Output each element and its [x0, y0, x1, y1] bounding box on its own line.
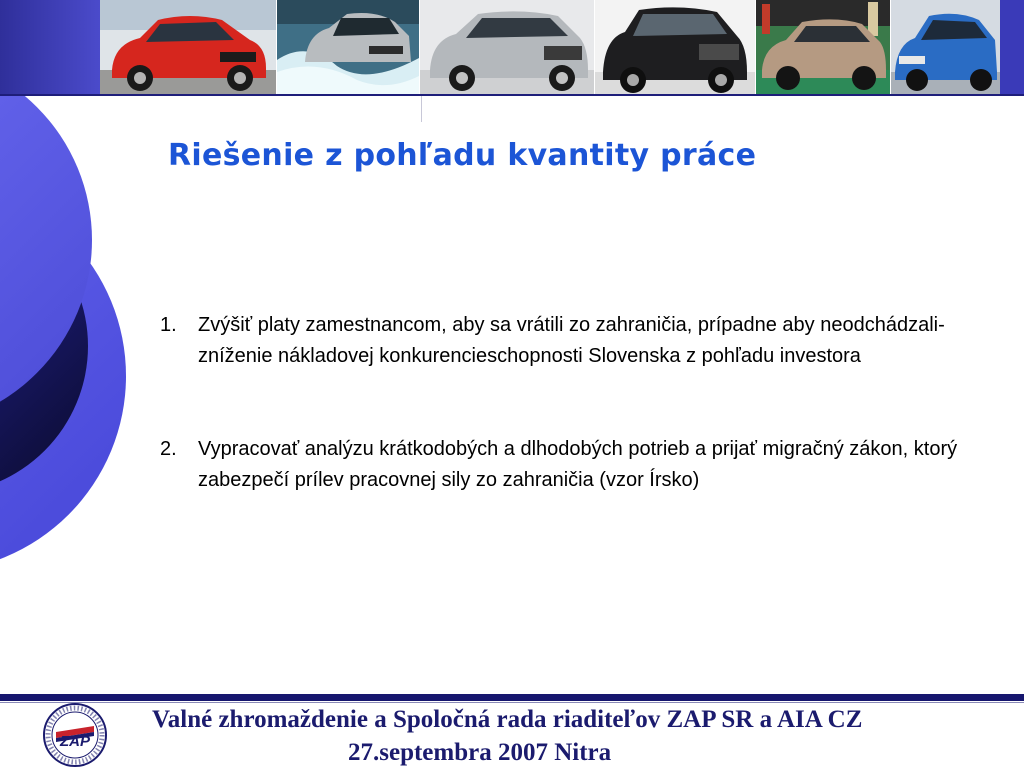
list-item: [160, 434, 980, 496]
left-decorative-circles: [0, 96, 140, 576]
car-photo-silver-suv-splash: [277, 0, 419, 96]
list-item: [160, 310, 980, 372]
slide-title: Riešenie z pohľadu kvantity práce: [168, 138, 757, 173]
top-banner: [0, 0, 1024, 96]
car-photo-red-hatchback: [100, 0, 276, 96]
list-item-text: Vypracovať analýzu krátkodobých a dlhodobých potrieb a prijať migračný zákon, ktorý zabezpečí prílev pracovnej sily zo zahraničia (vzor Írsko): [198, 438, 958, 491]
footer-bar: [0, 694, 1024, 701]
banner-right-edge: [1000, 0, 1024, 96]
car-photo-beige-hatchback: [756, 0, 890, 96]
footer-thin-line: [0, 702, 1024, 703]
footer-event-date: 27.septembra 2007 Nitra: [348, 739, 612, 766]
banner-underline: [0, 94, 1024, 96]
logo-text: ZAP: [60, 733, 90, 750]
car-photo-black-suv: [595, 0, 755, 96]
numbered-list: [160, 310, 980, 496]
footer-event-title: Valné zhromaždenie a Spoločná rada riaditeľov ZAP SR a AIA CZ: [152, 706, 863, 733]
zap-logo: [42, 702, 108, 768]
list-item-number: 1.: [160, 314, 177, 336]
list-item-number: 2.: [160, 438, 177, 460]
banner-gradient-strip: [0, 0, 100, 96]
car-photo-silver-suv: [420, 0, 594, 96]
car-photo-blue-hatchback: [891, 0, 1000, 96]
banner-divider-tick: [421, 96, 422, 122]
list-item-text: Zvýšiť platy zamestnancom, aby sa vrátili zo zahraničia, prípadne aby neodchádzali- zníženie nákladovej konkurencieschopnosti Slovenska z pohľadu investora: [198, 314, 945, 367]
